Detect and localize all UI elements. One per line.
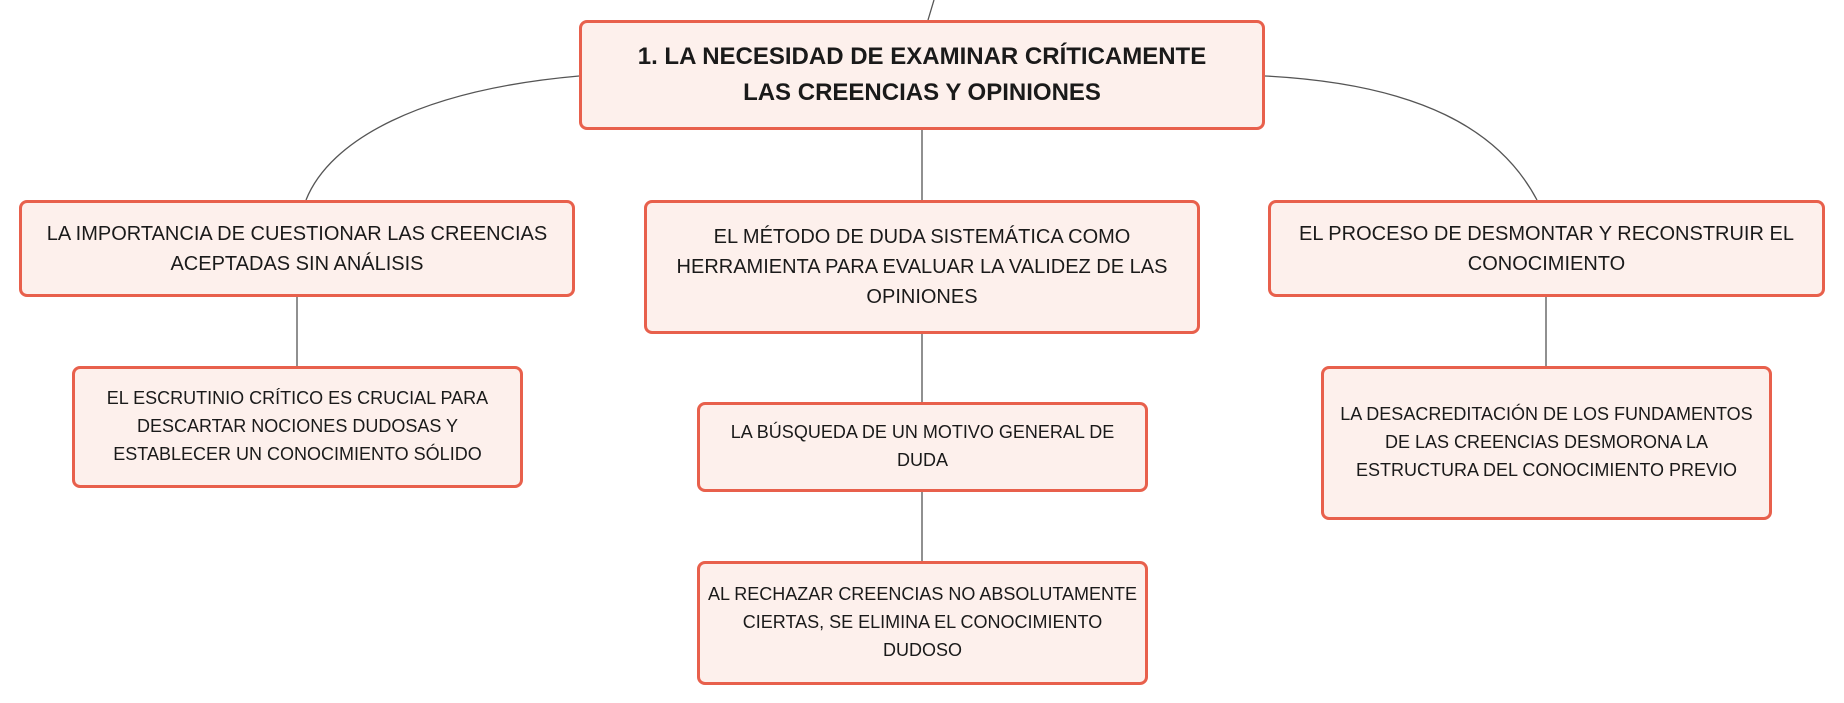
branch-node-label: LA IMPORTANCIA DE CUESTIONAR LAS CREENCIAS ACEPTADAS SIN ANÁLISIS xyxy=(46,222,548,275)
branch-node-center[interactable] xyxy=(644,200,1200,334)
branch-node-right[interactable] xyxy=(1268,200,1825,297)
leaf-node-label: EL ESCRUTINIO CRÍTICO ES CRUCIAL PARA DESCARTAR NOCIONES DUDOSAS Y ESTABLECER UN CONOCIMIENTO SÓLIDO xyxy=(106,388,489,464)
branch-node-left[interactable] xyxy=(19,200,575,297)
connector-root-to-right xyxy=(1265,76,1537,200)
leaf-node-label: LA DESACREDITACIÓN DE LOS FUNDAMENTOS DE LAS CREENCIAS DESMORONA LA ESTRUCTURA DEL CONOCIMIENTO PREVIO xyxy=(1340,404,1753,480)
connector-root-incoming xyxy=(928,0,934,20)
leaf-node-left-1[interactable] xyxy=(72,366,523,488)
branch-node-label: EL PROCESO DE DESMONTAR Y RECONSTRUIR EL CONOCIMIENTO xyxy=(1299,222,1794,275)
leaf-node-label: AL RECHAZAR CREENCIAS NO ABSOLUTAMENTE CIERTAS, SE ELIMINA EL CONOCIMIENTO DUDOSO xyxy=(707,584,1138,660)
leaf-node-label: LA BÚSQUEDA DE UN MOTIVO GENERAL DE DUDA xyxy=(730,422,1115,470)
leaf-node-center-1[interactable] xyxy=(697,402,1148,492)
root-node[interactable] xyxy=(579,20,1265,130)
leaf-node-right-1[interactable] xyxy=(1321,366,1772,520)
branch-node-label: EL MÉTODO DE DUDA SISTEMÁTICA COMO HERRAMIENTA PARA EVALUAR LA VALIDEZ DE LAS OPINIONES xyxy=(676,226,1168,308)
connector-root-to-left xyxy=(306,76,579,200)
root-node-label: 1. LA NECESIDAD DE EXAMINAR CRÍTICAMENTE LAS CREENCIAS Y OPINIONES xyxy=(637,43,1207,106)
leaf-node-center-2[interactable] xyxy=(697,561,1148,685)
